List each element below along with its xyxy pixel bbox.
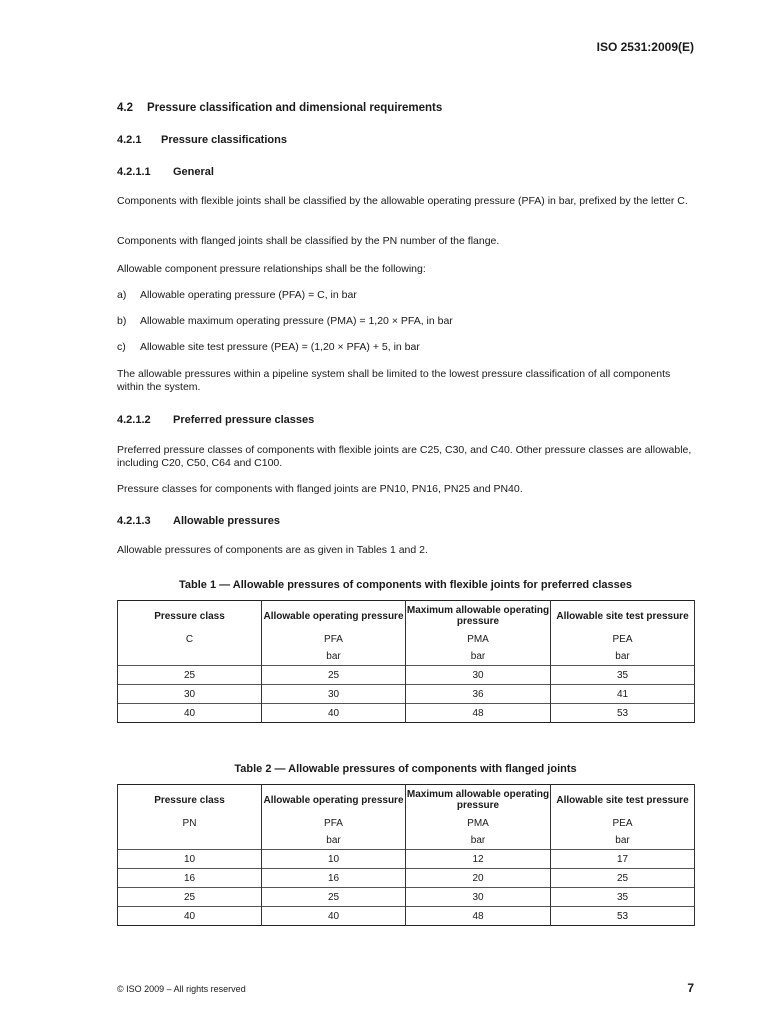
list-item-text: Allowable site test pressure (PEA) = (1,20 × PFA) + 5, in bar bbox=[140, 341, 420, 353]
table-cell: 16 bbox=[118, 869, 262, 888]
table-cell: 48 bbox=[406, 704, 551, 723]
table2-symbol-cell: PEA bbox=[551, 815, 695, 831]
table1-unit-cell bbox=[118, 647, 262, 666]
table2-unit-cell bbox=[118, 831, 262, 850]
list-item bbox=[117, 315, 453, 327]
table-cell: 40 bbox=[118, 704, 262, 723]
list-item-label: b) bbox=[117, 315, 127, 327]
table-cell: 40 bbox=[262, 907, 406, 926]
table2-unit-cell: bar bbox=[262, 831, 406, 850]
table-cell: 36 bbox=[406, 685, 551, 704]
allowable-number: 4.2.1.3 bbox=[117, 515, 151, 527]
general-paragraph-2: Components with flanged joints shall be classified by the PN number of the flange. bbox=[117, 235, 500, 247]
table-cell: 25 bbox=[262, 888, 406, 907]
table-cell: 41 bbox=[551, 685, 695, 704]
allowable-paragraph-1: Allowable pressures of components are as given in Tables 1 and 2. bbox=[117, 544, 428, 556]
table-row bbox=[118, 685, 695, 704]
table2 bbox=[117, 784, 695, 926]
table-cell: 35 bbox=[551, 888, 695, 907]
table-cell: 30 bbox=[406, 888, 551, 907]
preferred-number: 4.2.1.2 bbox=[117, 414, 151, 426]
table-cell: 30 bbox=[406, 666, 551, 685]
table-row bbox=[118, 888, 695, 907]
general-number: 4.2.1.1 bbox=[117, 166, 151, 178]
table2-unit-cell: bar bbox=[551, 831, 695, 850]
table2-header-cell: Allowable operating pressure bbox=[262, 785, 406, 816]
table1-symbol-cell: PMA bbox=[406, 631, 551, 647]
table-cell: 53 bbox=[551, 704, 695, 723]
table-row bbox=[118, 869, 695, 888]
table1-symbol-cell: PFA bbox=[262, 631, 406, 647]
subsection-title: Pressure classifications bbox=[161, 134, 287, 146]
general-heading bbox=[117, 166, 214, 178]
table2-symbol-cell: PMA bbox=[406, 815, 551, 831]
list-item bbox=[117, 289, 357, 301]
table-cell: 17 bbox=[551, 850, 695, 869]
table2-caption: Table 2 — Allowable pressures of components with flanged joints bbox=[234, 763, 577, 775]
table-row bbox=[118, 907, 695, 926]
general-paragraph-1: Components with flexible joints shall be classified by the allowable operating pressure (PFA) in bar, prefixed by the letter C. bbox=[117, 195, 688, 207]
table-cell: 35 bbox=[551, 666, 695, 685]
table-cell: 48 bbox=[406, 907, 551, 926]
table-row bbox=[118, 666, 695, 685]
list-item bbox=[117, 341, 420, 353]
table-cell: 53 bbox=[551, 907, 695, 926]
table1-symbol-cell: C bbox=[118, 631, 262, 647]
general-paragraph-4: The allowable pressures within a pipeline system shall be limited to the lowest pressure classification of all components within the system. bbox=[117, 368, 671, 393]
table1-symbol-cell: PEA bbox=[551, 631, 695, 647]
table2-symbol-cell: PFA bbox=[262, 815, 406, 831]
preferred-title: Preferred pressure classes bbox=[173, 414, 315, 426]
list-item-text: Allowable operating pressure (PFA) = C, in bar bbox=[140, 289, 357, 301]
table-cell: 10 bbox=[262, 850, 406, 869]
general-title: General bbox=[173, 166, 214, 178]
document-page bbox=[117, 0, 694, 1024]
table1-header-cell: Maximum allowable operating pressure bbox=[406, 601, 551, 632]
preferred-paragraph-1: Preferred pressure classes of components with flexible joints are C25, C30, and C40. Other pressure classes are allowable, including C20, C50, C64 and C100. bbox=[117, 444, 692, 469]
table-cell: 25 bbox=[551, 869, 695, 888]
table1-header-cell: Allowable operating pressure bbox=[262, 601, 406, 632]
table1-unit-cell: bar bbox=[406, 647, 551, 666]
table-cell: 30 bbox=[262, 685, 406, 704]
table-cell: 25 bbox=[118, 666, 262, 685]
table2-header-cell: Pressure class bbox=[118, 785, 262, 816]
list-item-label: c) bbox=[117, 341, 126, 353]
table2-symbol-cell: PN bbox=[118, 815, 262, 831]
table-cell: 12 bbox=[406, 850, 551, 869]
table1-header-cell: Pressure class bbox=[118, 601, 262, 632]
subsection-heading bbox=[117, 134, 287, 146]
table-cell: 10 bbox=[118, 850, 262, 869]
preferred-paragraph-2: Pressure classes for components with flanged joints are PN10, PN16, PN25 and PN40. bbox=[117, 483, 523, 495]
allowable-heading bbox=[117, 515, 280, 527]
general-paragraph-3: Allowable component pressure relationships shall be the following: bbox=[117, 263, 426, 275]
preferred-heading bbox=[117, 414, 314, 426]
table1-unit-cell: bar bbox=[551, 647, 695, 666]
section-number: 4.2 bbox=[117, 102, 133, 114]
table1 bbox=[117, 600, 695, 723]
table-cell: 40 bbox=[118, 907, 262, 926]
allowable-title: Allowable pressures bbox=[173, 515, 280, 527]
table2-unit-cell: bar bbox=[406, 831, 551, 850]
standard-number: ISO 2531:2009(E) bbox=[596, 40, 694, 54]
table-cell: 40 bbox=[262, 704, 406, 723]
table-cell: 20 bbox=[406, 869, 551, 888]
list-item-text: Allowable maximum operating pressure (PMA) = 1,20 × PFA, in bar bbox=[140, 315, 453, 327]
table1-unit-cell: bar bbox=[262, 647, 406, 666]
page-number: 7 bbox=[687, 981, 694, 995]
section-title: Pressure classification and dimensional requirements bbox=[147, 102, 443, 114]
list-item-label: a) bbox=[117, 289, 127, 301]
table2-header-cell: Allowable site test pressure bbox=[551, 785, 695, 816]
table-cell: 16 bbox=[262, 869, 406, 888]
table-cell: 30 bbox=[118, 685, 262, 704]
table-row bbox=[118, 850, 695, 869]
footer-copyright: © ISO 2009 – All rights reserved bbox=[117, 984, 246, 994]
table-row bbox=[118, 704, 695, 723]
section-heading bbox=[117, 102, 442, 114]
subsection-number: 4.2.1 bbox=[117, 134, 142, 146]
table-cell: 25 bbox=[262, 666, 406, 685]
table1-header-cell: Allowable site test pressure bbox=[551, 601, 695, 632]
table1-caption: Table 1 — Allowable pressures of components with flexible joints for preferred classes bbox=[179, 579, 632, 591]
table-cell: 25 bbox=[118, 888, 262, 907]
table2-header-cell: Maximum allowable operating pressure bbox=[406, 785, 551, 816]
